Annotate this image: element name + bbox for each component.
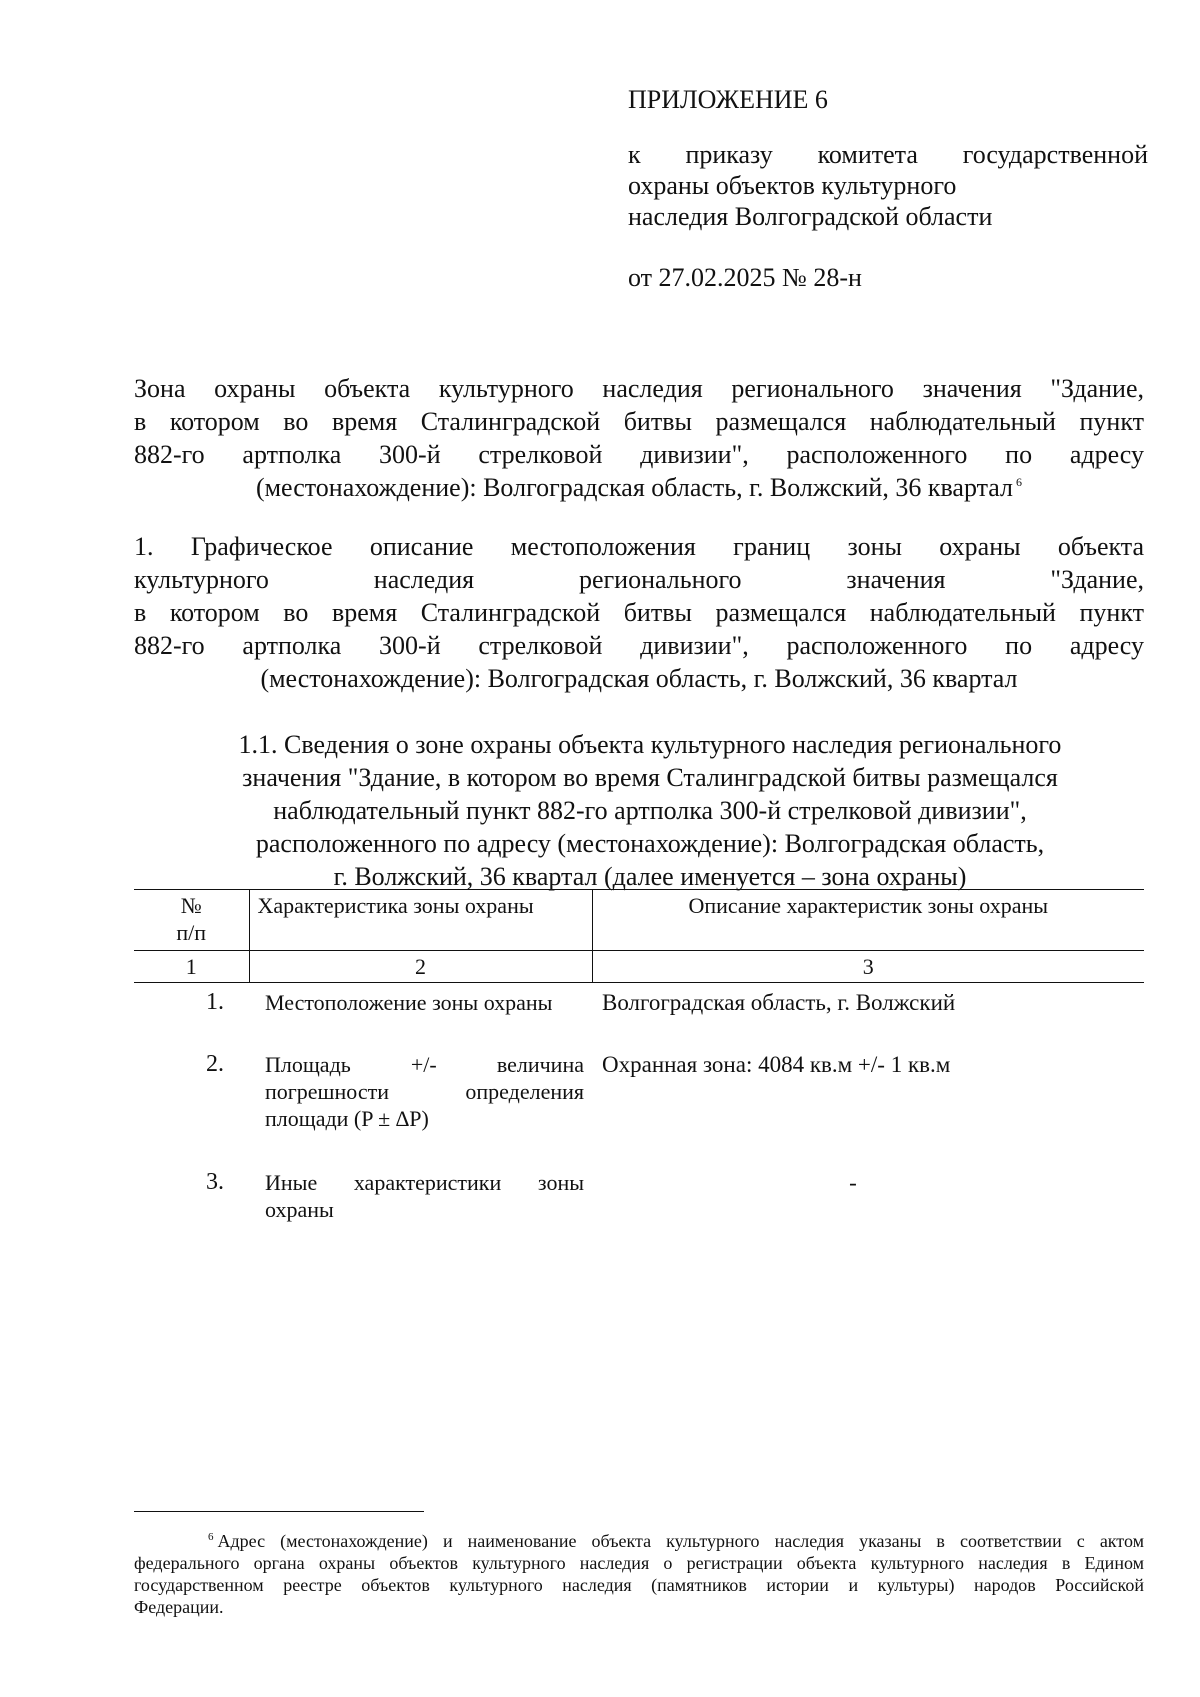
header-number-sign: №	[180, 893, 202, 918]
footnote-text: Адрес (местонахождение) и наименование объекта культурного наследия указаны в соответствии с актом	[217, 1531, 1144, 1551]
table-header-row	[134, 890, 1144, 951]
row-characteristic	[249, 1163, 592, 1229]
column-number: 2	[249, 951, 592, 983]
section-1-line: 1. Графическое описание местоположения границ зоны охраны объекта	[134, 532, 1144, 561]
table-row	[134, 983, 1144, 1046]
row-description: Волгоградская область, г. Волжский	[602, 990, 956, 1015]
row-number: 2.	[206, 1051, 224, 1077]
row-number: 1.	[206, 989, 224, 1015]
zone-table	[134, 889, 1144, 1229]
appendix-block	[628, 84, 1148, 293]
zone-heading	[134, 372, 1144, 504]
section-1-line: (местонахождение): Волгоградская область, г. Волжский, 36 квартал	[260, 664, 1018, 693]
row-characteristic	[249, 983, 592, 1046]
info-title-line: значения "Здание, в котором во время Сталинградской битвы размещался	[242, 763, 1058, 792]
zone-heading-line-last	[134, 471, 1144, 504]
row-number: 3.	[206, 1169, 224, 1195]
column-number: 1	[134, 951, 249, 983]
section-1-line: в котором во время Сталинградской битвы размещался наблюдательный пункт	[134, 598, 1144, 627]
section-1-line: культурного наследия регионального значения "Здание,	[134, 565, 1144, 594]
footnote-line: государственном реестре объектов культурного наследия (памятников истории и культуры) народов Российской	[134, 1575, 1144, 1595]
footnote-reference: 6	[1016, 475, 1023, 490]
appendix-basis-line: наследия Волгоградской области	[628, 202, 993, 231]
footnote-line: федерального органа охраны объектов культурного наследия о регистрации объекта культурного наследия в Едином	[134, 1553, 1144, 1573]
appendix-basis	[628, 139, 1148, 232]
zone-heading-line: Зона охраны объекта культурного наследия регионального значения "Здание,	[134, 374, 1144, 403]
info-title-line: наблюдательный пункт 882-го артполка 300-й стрелковой дивизии",	[273, 796, 1027, 825]
zone-heading-line: 882-го артполка 300-й стрелковой дивизии", расположенного по адресу	[134, 440, 1144, 469]
characteristic-line: погрешности определения	[265, 1079, 584, 1104]
row-characteristic	[249, 1045, 592, 1163]
header-number-abbr: п/п	[176, 920, 207, 945]
zone-heading-line: (местонахождение): Волгоградская область, г. Волжский, 36 квартал	[255, 473, 1014, 502]
characteristic-line: Местоположение зоны охраны	[265, 990, 553, 1015]
appendix-title: ПРИЛОЖЕНИЕ 6	[628, 85, 828, 114]
appendix-basis-line: охраны объектов культурного	[628, 171, 957, 200]
footnote-mark: 6	[208, 1531, 214, 1543]
table-row	[134, 1163, 1144, 1229]
footnote	[134, 1526, 1144, 1618]
characteristic-line: площади (P ± ∆P)	[265, 1106, 429, 1131]
appendix-date: от 27.02.2025 № 28-н	[628, 263, 862, 292]
characteristic-line: охраны	[265, 1197, 334, 1222]
header-characteristic: Характеристика зоны охраны	[249, 890, 592, 951]
row-description: -	[849, 1170, 857, 1195]
info-title	[160, 728, 1140, 893]
footnote-separator	[134, 1511, 424, 1512]
table-column-number-row	[134, 951, 1144, 983]
header-number	[134, 890, 249, 951]
characteristic-line: Площадь +/- величина	[265, 1052, 584, 1077]
characteristic-line: Иные характеристики зоны	[265, 1170, 584, 1195]
section-1-line: 882-го артполка 300-й стрелковой дивизии", расположенного по адресу	[134, 631, 1144, 660]
section-1-heading	[134, 530, 1144, 695]
footnote-line: Федерации.	[134, 1597, 224, 1617]
footnote-line	[134, 1526, 1144, 1552]
appendix-basis-line: к приказу комитета государственной	[628, 140, 1148, 169]
table-row	[134, 1045, 1144, 1163]
header-description: Описание характеристик зоны охраны	[592, 890, 1144, 951]
info-title-line: расположенного по адресу (местонахождение): Волгоградская область,	[255, 829, 1045, 858]
info-title-line: 1.1. Сведения о зоне охраны объекта культурного наследия регионального	[238, 730, 1062, 759]
info-title-line: г. Волжский, 36 квартал (далее именуется – зона охраны)	[333, 862, 967, 891]
row-description: Охранная зона: 4084 кв.м +/- 1 кв.м	[602, 1052, 951, 1077]
column-number: 3	[592, 951, 1144, 983]
zone-heading-line: в котором во время Сталинградской битвы размещался наблюдательный пункт	[134, 407, 1144, 436]
